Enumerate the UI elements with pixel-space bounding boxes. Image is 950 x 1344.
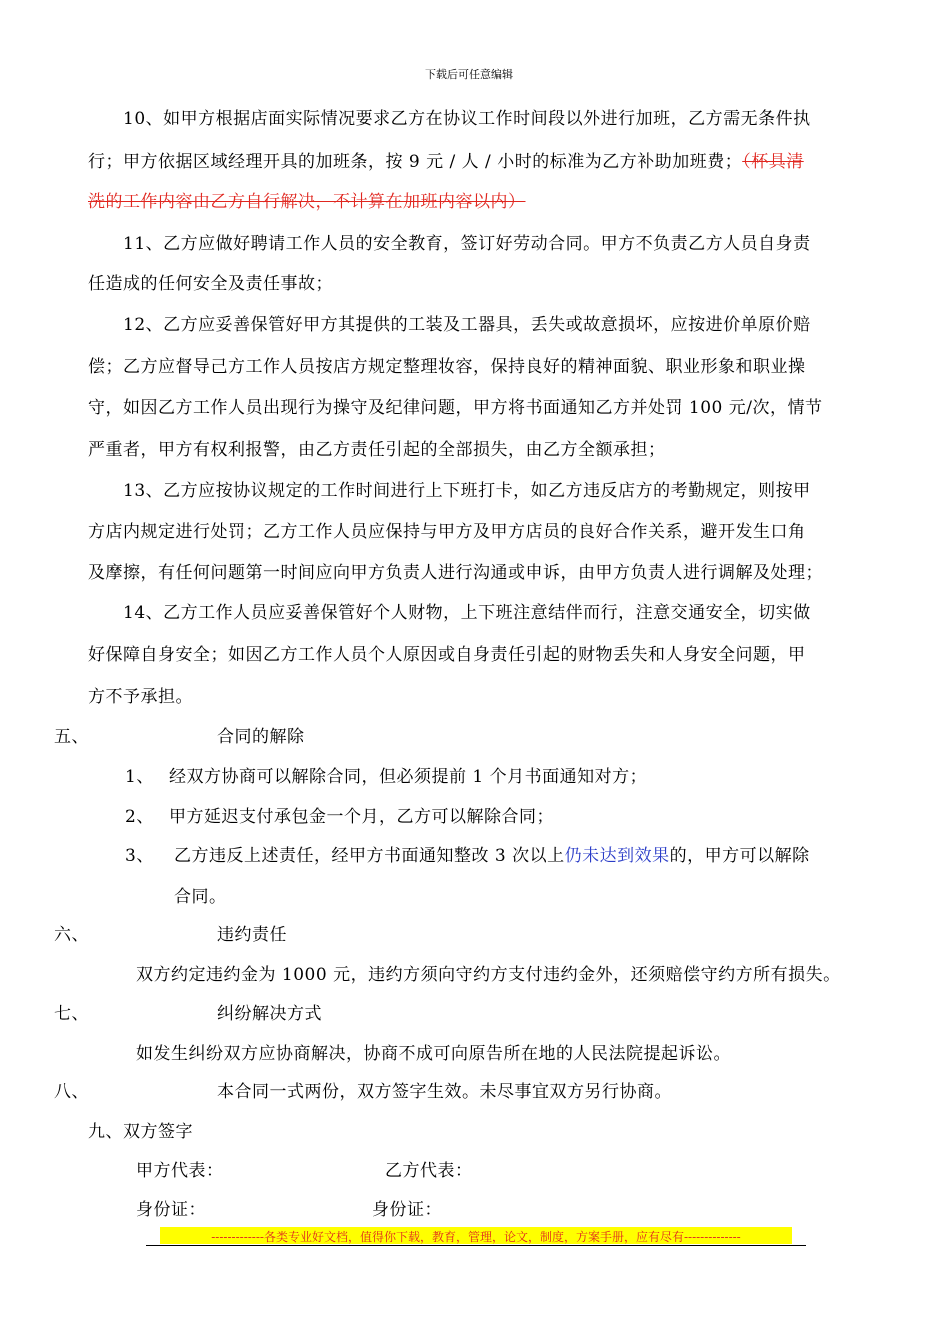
section-7-body: 如发生纠纷双方应协商解决，协商不成可向原告所在地的人民法院提起诉讼。 — [136, 1044, 731, 1064]
item-12-line-2: 偿；乙方应督导己方工作人员按店方规定整理妆容，保持良好的精神面貌、职业形象和职业操 — [88, 357, 806, 377]
party-b-id-label: 身份证： — [372, 1200, 442, 1220]
item-12-line-3: 守，如因乙方工作人员出现行为操守及纪律问题，甲方将书面通知乙方并处罚 100 元/次，情节 — [88, 398, 823, 418]
item-12-line-4: 严重者，甲方有权利报警，由乙方责任引起的全部损失，由乙方全额承担； — [88, 440, 666, 460]
party-a-representative-label: 甲方代表： — [136, 1161, 224, 1181]
item-13-line-2: 方店内规定进行处罚；乙方工作人员应保持与甲方及甲方店员的良好合作关系，避开发生口角 — [88, 522, 806, 542]
item-14-line-2: 好保障自身安全；如因乙方工作人员个人原因或自身责任引起的财物丢失和人身安全问题，甲 — [88, 645, 806, 665]
item-13-line-1: 13、乙方应按协议规定的工作时间进行上下班打卡，如乙方违反店方的考勤规定，则按甲 — [123, 481, 811, 501]
item-10-line-1: 10、如甲方根据店面实际情况要求乙方在协议工作时间段以外进行加班，乙方需无条件执 — [123, 109, 811, 129]
clause-1-text: 经双方协商可以解除合同，但必须提前 1 个月书面通知对方； — [169, 767, 648, 787]
footer-banner-text: -------------各类专业好文档，值得你下载，教育，管理，论文，制度，方案手册，应有尽有-------------- — [211, 1230, 741, 1244]
section-6-title: 违约责任 — [217, 925, 287, 945]
item-10-line-2-text: 行；甲方依据区域经理开具的加班条，按 9 元 / 人 / 小时的标准为乙方补助加班费； — [88, 152, 743, 172]
section-5-number: 五、 — [54, 727, 89, 747]
deleted-text: （杯具清 — [742, 152, 804, 172]
highlighted-text: 仍未达到效果 — [564, 846, 670, 866]
clause-3-text-c: 的，甲方可以解除 — [669, 846, 810, 866]
section-7-title: 纠纷解决方式 — [217, 1004, 322, 1024]
item-11-line-1: 11、乙方应做好聘请工作人员的安全教育，签订好劳动合同。甲方不负责乙方人员自身责 — [123, 234, 811, 254]
footer-rule — [146, 1245, 806, 1246]
party-a-id-label: 身份证： — [136, 1200, 206, 1220]
section-8-number: 八、 — [54, 1082, 89, 1102]
clause-2-text: 甲方延迟支付承包金一个月，乙方可以解除合同； — [169, 807, 554, 827]
section-6-number: 六、 — [54, 925, 89, 945]
item-13-line-3: 及摩擦，有任何问题第一时间应向甲方负责人进行沟通或申诉，由甲方负责人进行调解及处理； — [88, 563, 823, 583]
clause-3-text-a: 乙方违反上述责任，经甲方书面通知整改 3 次以上 — [174, 846, 565, 866]
clause-2-number: 2、 — [125, 807, 154, 827]
header-note: 下载后可任意编辑 — [425, 68, 513, 81]
section-8-body: 本合同一式两份，双方签字生效。未尽事宜双方另行协商。 — [217, 1082, 672, 1102]
section-5-title: 合同的解除 — [217, 727, 305, 747]
clause-1-number: 1、 — [125, 767, 154, 787]
item-14-line-3: 方不予承担。 — [88, 687, 193, 707]
section-9-title: 九、双方签字 — [88, 1122, 193, 1142]
clause-3-text — [174, 841, 810, 866]
deleted-text-line: 洗的工作内容由乙方自行解决，不计算在加班内容以内） — [88, 192, 526, 212]
party-b-representative-label: 乙方代表： — [385, 1161, 473, 1181]
clause-3-number: 3、 — [125, 846, 154, 866]
clause-3-text-line-2: 合同。 — [174, 887, 227, 907]
section-6-body: 双方约定违约金为 1000 元，违约方须向守约方支付违约金外，还须赔偿守约方所有损失。 — [136, 965, 841, 985]
item-11-line-2: 任造成的任何安全及责任事故； — [88, 274, 333, 294]
item-12-line-1: 12、乙方应妥善保管好甲方其提供的工装及工器具，丢失或故意损坏，应按进价单原价赔 — [123, 315, 811, 335]
item-10-line-2 — [88, 147, 804, 172]
section-7-number: 七、 — [54, 1004, 89, 1024]
item-14-line-1: 14、乙方工作人员应妥善保管好个人财物，上下班注意结伴而行，注意交通安全，切实做 — [123, 603, 811, 623]
